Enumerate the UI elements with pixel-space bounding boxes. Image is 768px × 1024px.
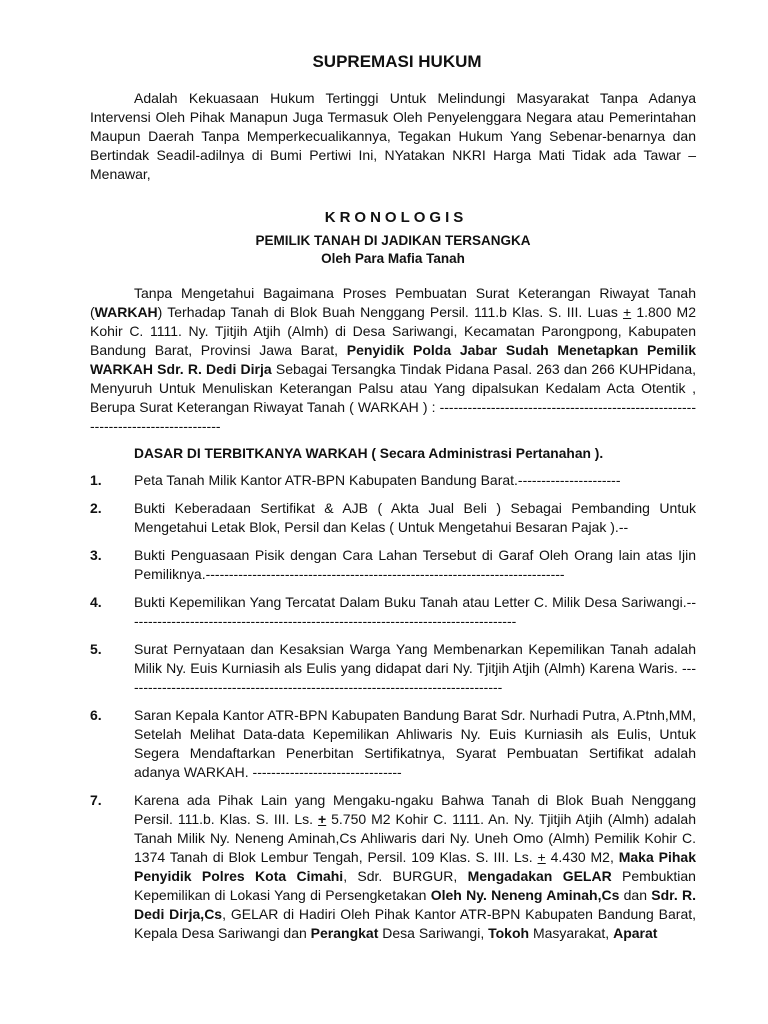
chronology-subheading: PEMILIK TANAH DI JADIKAN TERSANGKA — [255, 233, 531, 248]
intro-paragraph: Adalah Kekuasaan Hukum Tertinggi Untuk Melindungi Masyarakat Tanpa Adanya Intervensi Oleh Pihak Manapun Juga Termasuk Oleh Penyelenggara Negara atau Pemerintahan Maupun Daerah Tanpa Memperkecualikannya, Tegakan Hukum Yang Sebenar-benarnya dan Bertindak Seadil-adilnya di Bumi Pertiwi Ini, NYatakan NKRI Harga Mati Tidak ada Tawar – Menawar, — [90, 90, 696, 182]
list-text: Bukti Kepemilikan Yang Tercatat Dalam Buku Tanah atau Letter C. Milik Desa Sariwangi.------------------------------------------------------------------------------------ — [134, 594, 696, 629]
list-number: 6. — [90, 707, 102, 723]
list-number: 1. — [90, 472, 102, 488]
list-text: Bukti Keberadaan Sertifikat & AJB ( Akta Jual Beli ) Sebagai Pembanding Untuk Mengetahui Letak Blok, Persil dan Kelas ( Untuk Mengetahui Besaran Pajak ).-- — [134, 500, 696, 535]
list-number: 4. — [90, 594, 102, 610]
list-number: 7. — [90, 792, 102, 808]
list-text: Bukti Penguasaan Pisik dengan Cara Lahan Tersebut di Garaf Oleh Orang lain atas Ijin Pemiliknya.----------------------------------------------------------------------------- — [134, 547, 696, 582]
list-item — [90, 593, 696, 631]
list-text: Karena ada Pihak Lain yang Mengaku-ngaku Bahwa Tanah di Blok Buah Nenggang Persil. 111.b. Klas. S. III. Ls. + 5.750 M2 Kohir C. 1111. An. Ny. Tjitjih Atjih (Almh) adalah Tanah Milik Ny. Neneng Aminah,Cs Ahliwaris dari Ny. Uneh Omo (Almh) Pemilik Kohir C. 1374 Tanah di Blok Lembur Tengah, Persil. 109 Klas. S. III. Ls. + 4.430 M2, Maka Pihak Penyidik Polres Kota Cimahi, Sdr. BURGUR, Mengadakan GELAR Pembuktian Kepemilikan di Lokasi Yang di Persengketakan Oleh Ny. Neneng Aminah,Cs dan Sdr. R. Dedi Dirja,Cs, GELAR di Hadiri Oleh Pihak Kantor ATR-BPN Kabupaten Bandung Barat, Kepala Desa Sariwangi dan Perangkat Desa Sariwangi, Tokoh Masyarakat, Aparat — [134, 792, 697, 941]
dash-line: ----------------------------------------------------------------------------------- — [90, 399, 696, 434]
chronology-paragraph: Tanpa Mengetahui Bagaimana Proses Pembuatan Surat Keterangan Riwayat Tanah (WARKAH) Terhadap Tanah di Blok Buah Nenggang Persil. 111.b Klas. S. III. Luas + 1.800 M2 Kohir C. 1111. Ny. Tjitjih Atjih (Almh) di Desa Sariwangi, Kecamatan Parongpong, Kabupaten Bandung Barat, Provinsi Jawa Barat, Penyidik Polda Jabar Sudah Menetapkan Pemilik WARKAH Sdr. R. Dedi Dirja Sebagai Tersangka Tindak Pidana Pasal. 263 dan 266 KUHPidana, Menyuruh Untuk Menuliskan Keterangan Palsu atau Yang dipalsukan Kedalam Acta Otentik , Berupa Surat Keterangan Riwayat Tanah ( WARKAH ) : ----------------------------------------------------------------------------------- — [90, 285, 697, 434]
list-item — [90, 499, 696, 537]
basis-list — [90, 471, 696, 943]
basis-heading: DASAR DI TERBITKANYA WARKAH ( Secara Administrasi Pertanahan ). — [134, 446, 604, 461]
list-number: 2. — [90, 500, 102, 516]
list-number: 3. — [90, 547, 102, 563]
list-item — [90, 791, 696, 943]
list-item — [90, 706, 696, 782]
list-item — [90, 471, 696, 490]
chronology-heading: KRONOLOGIS — [324, 209, 468, 226]
list-text: Surat Pernyataan dan Kesaksian Warga Yang Membenarkan Kepemilikan Tanah adalah Milik Ny. Euis Kurniasih als Eulis yang didapat dari Ny. Tjitjih Atjih (Almh) Karena Waris. ---------------------------------------------------------------------------------- — [134, 641, 696, 695]
list-item — [90, 640, 696, 697]
document-title: SUPREMASI HUKUM — [312, 52, 482, 71]
list-text: Peta Tanah Milik Kantor ATR-BPN Kabupaten Bandung Barat.---------------------- — [134, 472, 621, 488]
list-number: 5. — [90, 641, 102, 657]
list-item — [90, 546, 696, 584]
chronology-subheading-2: Oleh Para Mafia Tanah — [321, 251, 465, 266]
list-text: Saran Kepala Kantor ATR-BPN Kabupaten Bandung Barat Sdr. Nurhadi Putra, A.Ptnh,MM, Setelah Melihat Data-data Kepemilikan Ahliwaris Ny. Euis Kurniasih als Eulis, Untuk Segera Mendaftarkan Penerbitan Sertifikatnya, Syarat Pembuatan Sertifikat adalah adanya WARKAH. -------------------------------- — [134, 707, 696, 780]
